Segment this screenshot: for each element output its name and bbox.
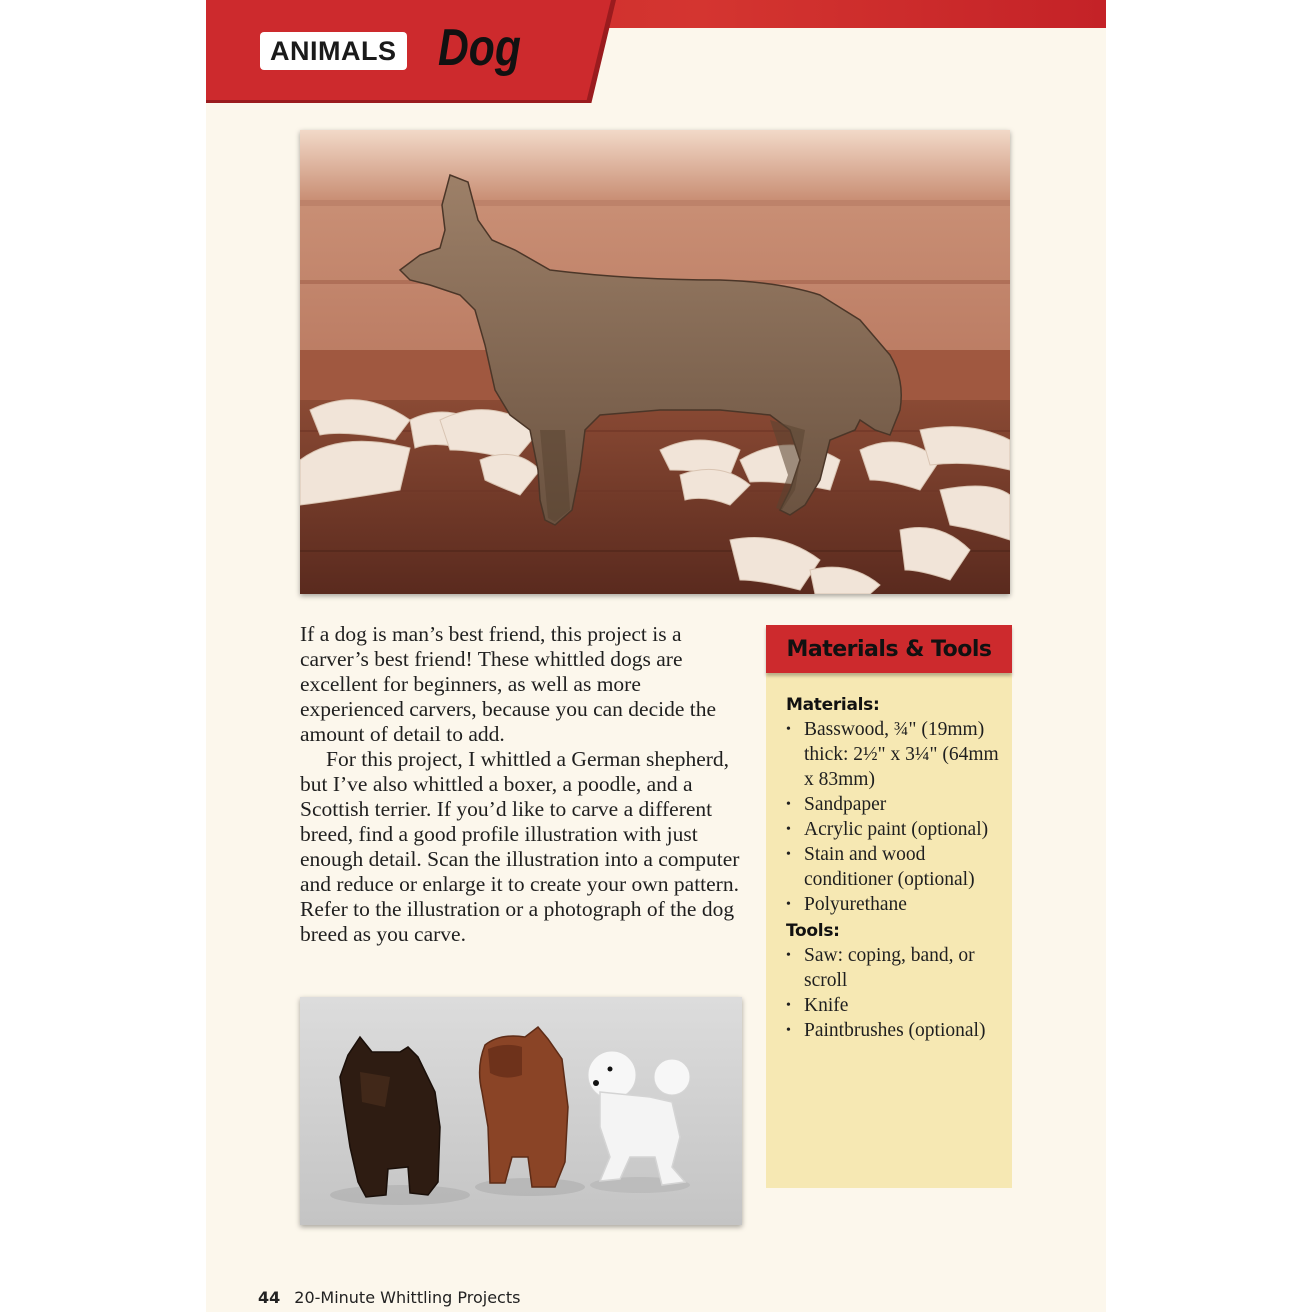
main-photo-carved-dog — [300, 130, 1010, 594]
tools-heading: Tools: — [786, 921, 840, 941]
list-item: • Basswood, ¾" (19mm) thick: 2½" x 3¼" (64mm x 83mm) — [786, 717, 1006, 792]
list-item: • Paintbrushes (optional) — [786, 1018, 1006, 1043]
book-page — [206, 0, 1106, 1312]
category-label: ANIMALS — [260, 32, 407, 70]
materials-list — [786, 717, 1006, 917]
list-item: • Sandpaper — [786, 792, 1006, 817]
list-item: • Saw: coping, band, or scroll — [786, 943, 1006, 993]
materials-tools-title: Materials & Tools — [766, 625, 1012, 673]
list-item: • Polyurethane — [786, 892, 1006, 917]
body-text — [300, 622, 740, 947]
materials-tools-box — [766, 625, 1012, 1188]
list-item: • Acrylic paint (optional) — [786, 817, 1006, 842]
materials-heading: Materials: — [786, 695, 880, 715]
paragraph-breeds: For this project, I whittled a German shepherd, but I’ve also whittled a boxer, a poodle, and a Scottish terrier. If you’d like to carve a different breed, find a good profile illustration with just enough detail. Scan the illustration into a computer and reduce or enlarge it to create your own pattern. Refer to the illustration or a photograph of the dog breed as you carve. — [300, 747, 740, 946]
list-item: • Stain and wood conditioner (optional) — [786, 842, 1006, 892]
photo-other-breeds — [300, 997, 742, 1225]
tools-list — [786, 943, 1006, 1043]
list-item: • Knife — [786, 993, 1006, 1018]
page-title: Dog — [438, 19, 521, 77]
book-title: 20-Minute Whittling Projects — [294, 1288, 521, 1307]
paragraph-intro: If a dog is man’s best friend, this project is a carver’s best friend! These whittled dogs are excellent for beginners, as well as more experienced carvers, because you can decide the amount of detail to add. — [300, 622, 717, 746]
page-footer — [258, 1288, 520, 1307]
page-number: 44 — [258, 1288, 281, 1307]
